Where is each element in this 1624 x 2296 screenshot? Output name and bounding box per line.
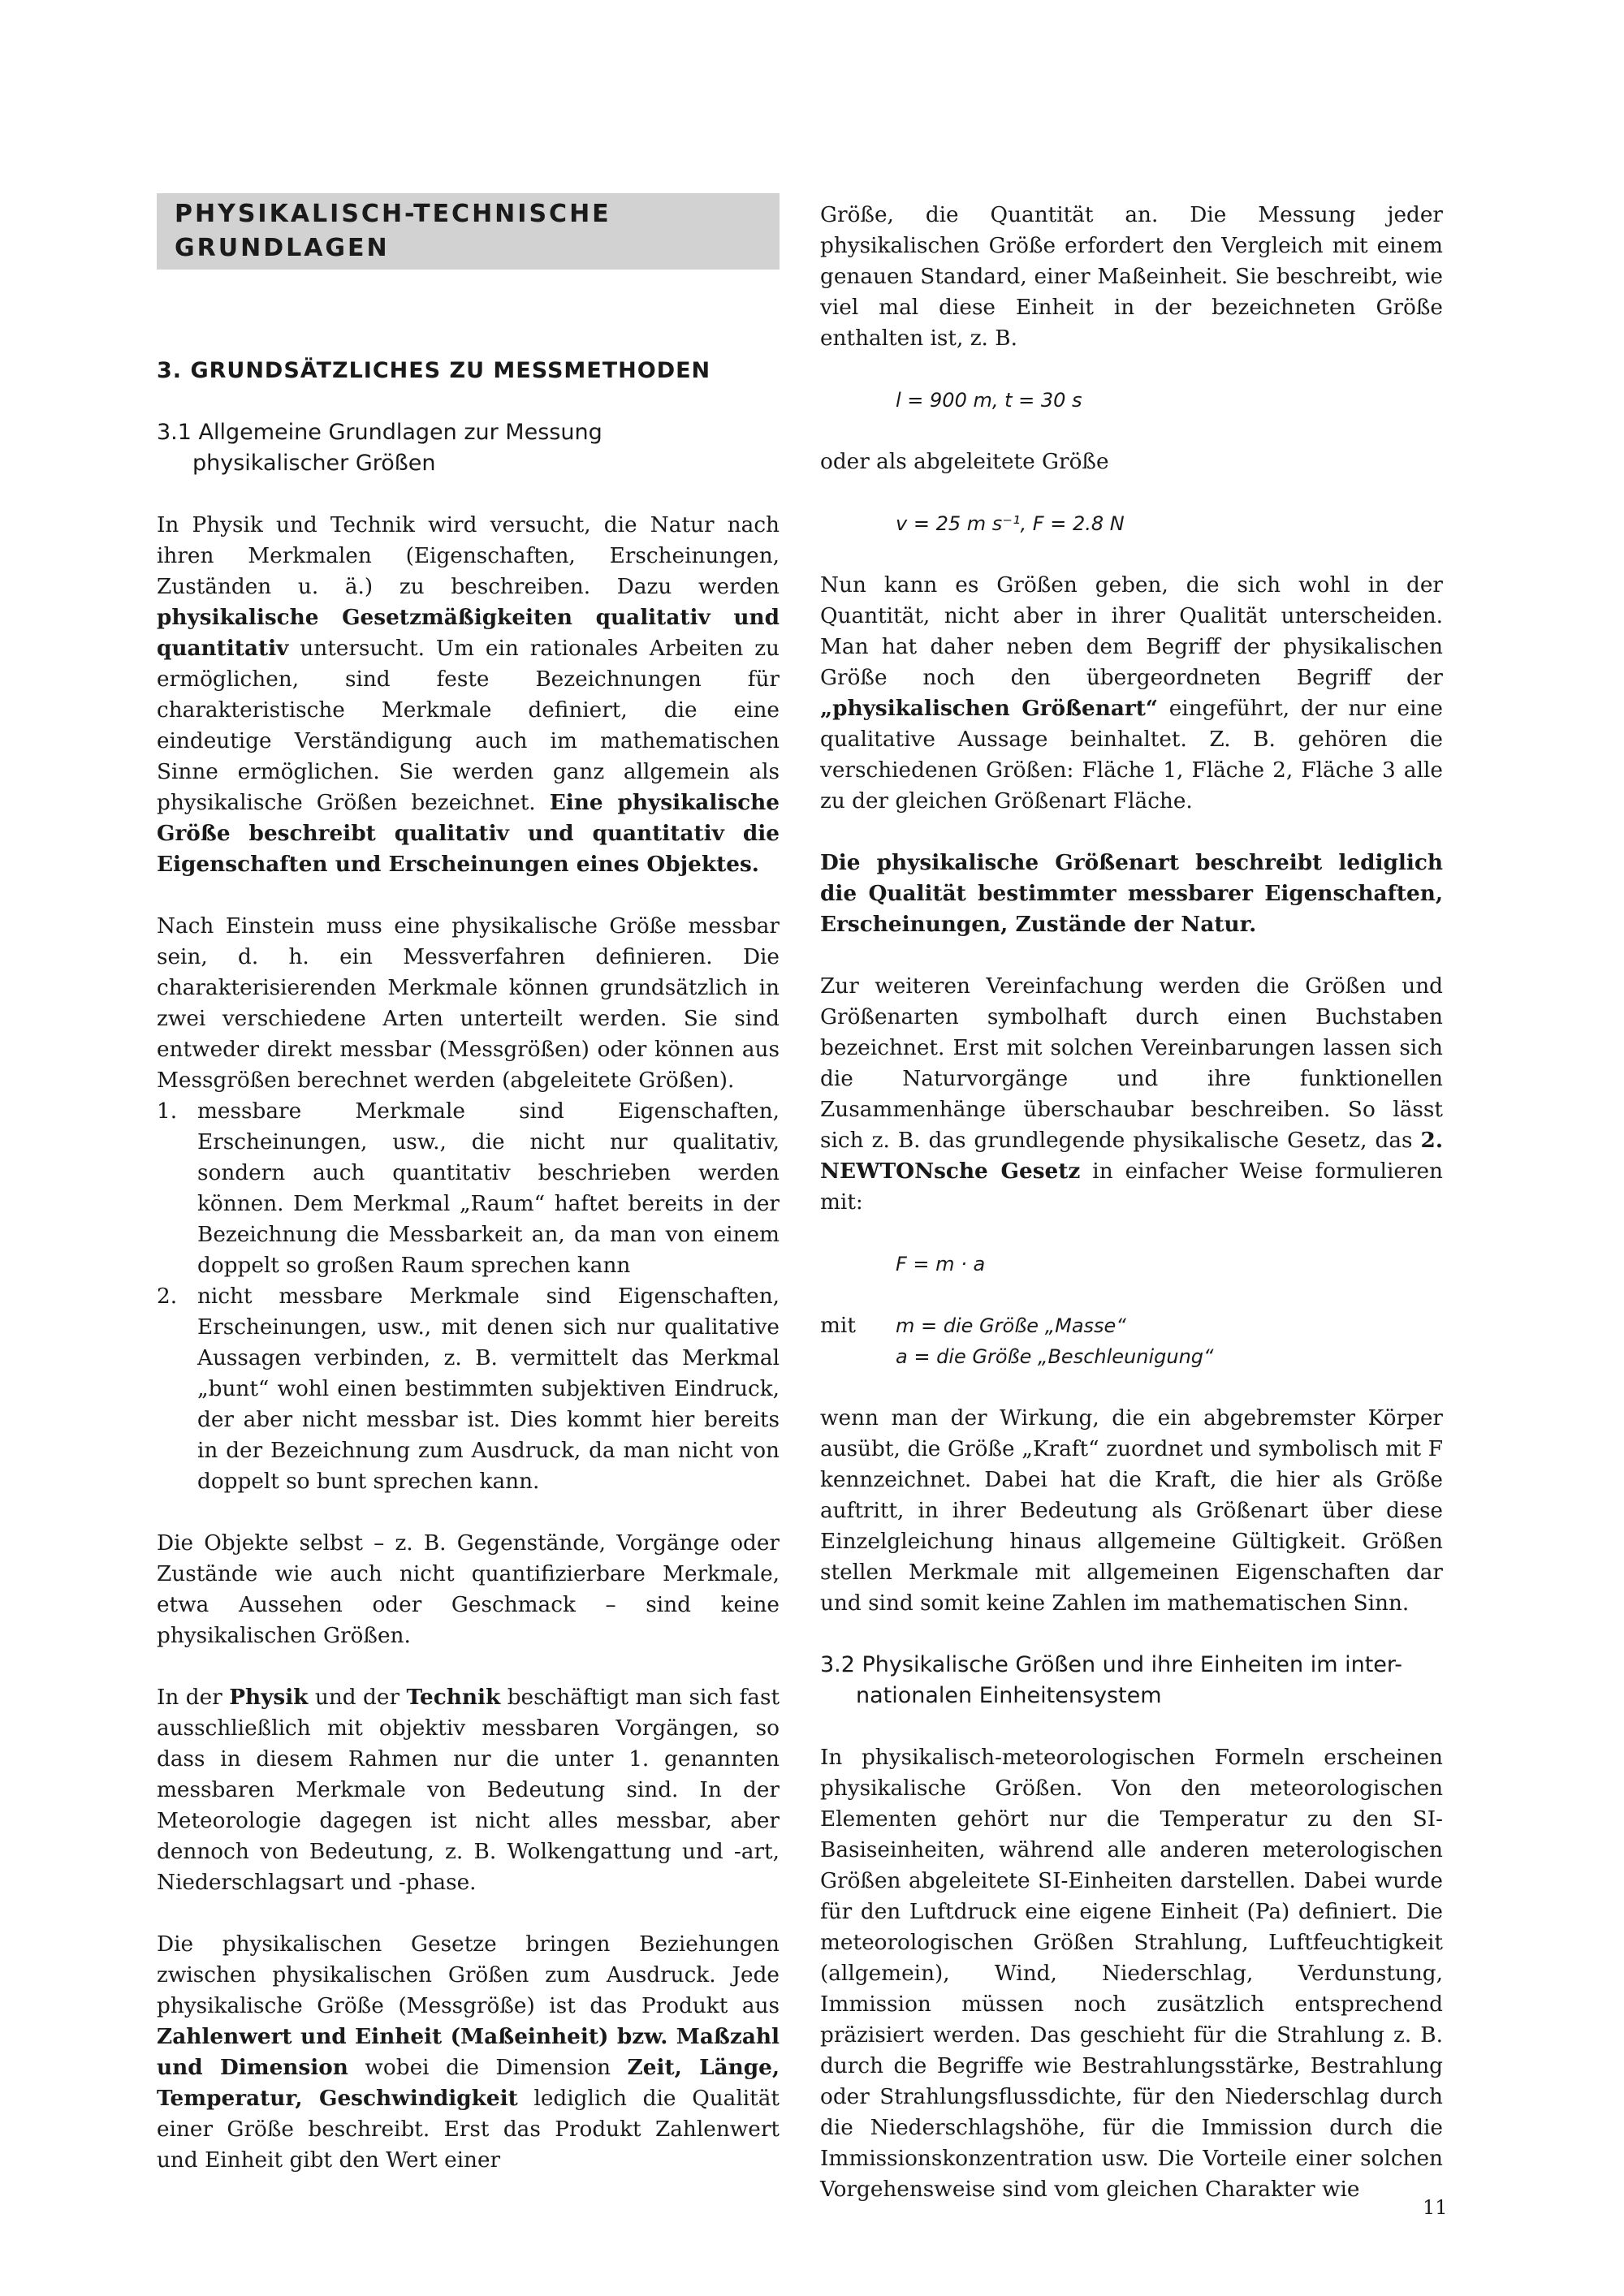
list-item-text: nicht messbare Merkmale sind Eigenschaften, Erscheinungen, usw., mit denen sich nur qualitative Aussagen verbinden, z. B. vermittelt das Merkmal „bunt“ wohl einen bestimmten subjektiven Eindruck, der aber nicht messbar ist. Dies kommt hier bereits in der Bezeichnung zum Ausdruck, da man nicht von doppelt so bunt sprechen kann.	[197, 1284, 780, 1494]
right-column	[820, 200, 1443, 2205]
text-run: beschäftigt man sich fast ausschließlich mit objektiv messbaren Vorgängen, so dass in diesem Rahmen nur die unter 1. genannten messbaren Merkmale von Bedeutung sind. In der Meteorologie dagegen ist nicht alles messbar, aber dennoch von Bedeutung, z. B. Wolkengattung und -art, Niederschlagsart und -phase.	[157, 1685, 780, 1895]
subsection-heading-3-2-line2: nationalen Einheitensystem	[856, 1683, 1162, 1708]
paragraph: Die Objekte selbst – z. B. Gegenstände, Vorgänge oder Zustände wie auch nicht quantifizierbare Merkmale, etwa Aussehen oder Geschmack – sind keine physikalischen Größen.	[157, 1531, 780, 1648]
section-banner-line1: PHYSIKALISCH-TECHNISCHE	[175, 200, 611, 228]
subsection-heading-3-1	[157, 417, 780, 479]
bold-text-run: Zahlenwert und Einheit (Maßeinheit) bzw. Maßzahl und Dimension	[157, 2024, 780, 2080]
text-run: In Physik und Technik wird versucht, die Natur nach ihren Merkmalen (Eigenschaften, Erscheinungen, Zuständen u. ä.) zu beschreiben. Dazu werden	[157, 513, 780, 599]
bold-text-run: Physik	[229, 1685, 309, 1710]
paragraph	[157, 1682, 780, 1898]
text-run: In der	[157, 1685, 230, 1710]
bold-text-run: Technik	[406, 1685, 501, 1710]
list-item	[157, 1281, 780, 1497]
bold-text-run: Zeit, Länge, Temperatur, Geschwindigkeit	[157, 2055, 780, 2111]
subsection-heading-3-1-line1: 3.1 Allgemeine Grundlagen zur Messung	[157, 420, 603, 445]
bold-text-run: Eine physikalische Größe beschreibt qualitativ und quantitativ die Eigenschaften und Erscheinungen eines Objektes.	[157, 790, 780, 877]
bold-text-run: „physikalischen Größenart“	[820, 696, 1159, 721]
section-banner	[157, 193, 780, 270]
bold-text-run: physikalische Gesetzmäßigkeiten qualitativ und quantitativ	[157, 605, 780, 661]
numbered-list	[157, 1096, 780, 1497]
formula: F = m · a	[896, 1253, 986, 1275]
text-run: Die physikalischen Gesetze bringen Beziehungen zwischen physikalischen Größen zum Ausdruck. Jede physikalische Größe (Messgröße) ist das Produkt aus	[157, 1932, 780, 2018]
text-run: Zur weiteren Vereinfachung werden die Größen und Größenarten symbolhaft durch einen Buchstaben bezeichnet. Erst mit solchen Vereinbarungen lassen sich die Naturvorgänge und ihre funktionellen Zusammenhänge überschaubar beschreiben. So lässt sich z. B. das grundlegende physikalische Gesetz, das	[820, 974, 1443, 1153]
formula-legend	[820, 1310, 1443, 1372]
text-run: lediglich die Qualität einer Größe beschreibt. Erst das Produkt Zahlenwert und Einheit gibt den Wert einer	[157, 2087, 780, 2173]
chapter-heading: 3. GRUNDSÄTZLICHES ZU MESSMETHODEN	[157, 358, 711, 383]
text-run: und der	[308, 1685, 407, 1710]
list-item	[157, 1096, 780, 1281]
subsection-heading-3-2	[820, 1650, 1443, 1711]
left-column	[157, 193, 780, 2176]
formula-legend-item: m = die Größe „Masse“	[896, 1314, 1126, 1337]
paragraph	[820, 848, 1443, 940]
formula: v = 25 m s⁻¹, F = 2.8 N	[896, 512, 1125, 535]
bold-text-run: Die physikalische Größenart beschreibt lediglich die Qualität bestimmter messbarer Eigenschaften, Erscheinungen, Zustände der Natur.	[820, 850, 1443, 937]
formula-legend-label: mit	[820, 1314, 856, 1338]
text-run: eingeführt, der nur eine qualitative Aussage beinhaltet. Z. B. gehören die verschiedenen Größen: Fläche 1, Fläche 2, Fläche 3 alle zu der gleichen Größenart Fläche.	[820, 697, 1443, 814]
formula: l = 900 m, t = 30 s	[896, 389, 1082, 412]
paragraph: Größe, die Quantität an. Die Messung jeder physikalischen Größe erfordert den Vergleich mit einem genauen Standard, einer Maßeinheit. Sie beschreibt, wie viel mal diese Einheit in der bezeichneten Größe enthalten ist, z. B.	[820, 203, 1443, 351]
text-run: wobei die Dimension	[348, 2056, 628, 2080]
paragraph	[157, 510, 780, 880]
list-item-text: messbare Merkmale sind Eigenschaften, Erscheinungen, usw., die nicht nur qualitativ, sondern auch quantitativ beschrieben werden können. Dem Merkmal „Raum“ haftet bereits in der Bezeichnung die Messbarkeit an, da man von einem doppelt so großen Raum sprechen kann	[197, 1099, 780, 1278]
paragraph	[820, 971, 1443, 1218]
paragraph	[820, 570, 1443, 817]
paragraph: oder als abgeleitete Größe	[820, 450, 1109, 474]
list-number: 1.	[157, 1099, 178, 1124]
text-run: untersucht. Um ein rationales Arbeiten zu ermöglichen, sind feste Bezeichnungen für charakteristische Merkmale definiert, die eine eindeutige Verständigung auch im mathematischen Sinne ermöglichen. Sie werden ganz allgemein als physikalische Größen bezeichnet.	[157, 637, 780, 815]
paragraph	[157, 1929, 780, 2176]
paragraph: wenn man der Wirkung, die ein abgebremster Körper ausübt, die Größe „Kraft“ zuordnet und symbolisch mit F kennzeichnet. Dabei hat die Kraft, die hier als Größe auftritt, in ihrer Bedeutung als Größenart über diese Einzelgleichung hinaus allgemeine Gültigkeit. Größen stellen Merkmale mit allgemeinen Eigenschaften dar und sind somit keine Zahlen im mathematischen Sinn.	[820, 1406, 1443, 1616]
formula-legend-item: a = die Größe „Beschleunigung“	[896, 1345, 1214, 1368]
paragraph: In physikalisch-meteorologischen Formeln erscheinen physikalische Größen. Von den meteorologischen Elementen gehört nur die Temperatur zu den SI-Basiseinheiten, während alle anderen meterologischen Größen abgeleitete SI-Einheiten darstellen. Dabei wurde für den Luftdruck eine eigene Einheit (Pa) definiert. Die meteorologischen Größen Strahlung, Luftfeuchtigkeit (allgemein), Wind, Niederschlag, Verdunstung, Immission müssen noch zusätzlich entsprechend präzisiert werden. Das geschieht für die Strahlung z. B. durch die Begriffe wie Bestrahlungsstärke, Bestrahlung oder Strahlungsflussdichte, für den Niederschlag durch die Niederschlagshöhe, für die Immission durch die Immissionskonzentration usw. Die Vorteile einer solchen Vorgehensweise sind vom gleichen Charakter wie	[820, 1746, 1443, 2202]
bold-text-run: 2. NEWTONsche Gesetz	[820, 1128, 1443, 1184]
page-number: 11	[1423, 2196, 1448, 2219]
text-run: Nun kann es Größen geben, die sich wohl in der Quantität, nicht aber in ihrer Qualität unterscheiden. Man hat daher neben dem Begriff der physikalischen Größe noch den übergeordneten Begriff der	[820, 573, 1443, 690]
list-number: 2.	[157, 1284, 178, 1309]
subsection-heading-3-1-line2: physikalischer Größen	[192, 451, 436, 476]
formula-legend-items	[896, 1310, 1213, 1372]
section-banner-line2: GRUNDLAGEN	[175, 234, 390, 262]
paragraph: Nach Einstein muss eine physikalische Größe messbar sein, d. h. ein Messverfahren definieren. Die charakterisierenden Merkmale können grundsätzlich in zwei verschiedene Arten unterteilt werden. Sie sind entweder direkt messbar (Messgrößen) oder können aus Messgrößen berechnet werden (abgeleitete Größen).	[157, 914, 780, 1093]
text-run: in einfacher Weise formulieren mit:	[820, 1159, 1443, 1215]
subsection-heading-3-2-line1: 3.2 Physikalische Größen und ihre Einheiten im inter-	[820, 1652, 1403, 1677]
